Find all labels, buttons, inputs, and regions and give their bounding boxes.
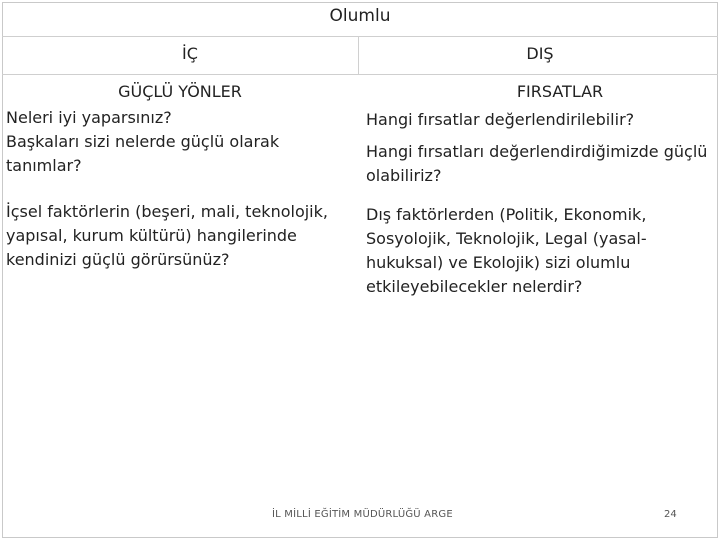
opportunities-question-2b: olabiliriz? (366, 166, 442, 185)
opportunities-question-2 (366, 140, 716, 188)
strengths-factors-line-3: kendinizi güçlü görürsünüz? (6, 250, 230, 269)
strengths-question-2b: tanımlar? (6, 156, 82, 175)
strengths-question-1: Neleri iyi yaparsınız? (6, 108, 172, 127)
opportunities-question-1: Hangi fırsatlar değerlendirilebilir? (366, 110, 635, 129)
strengths-factors-line-1: İçsel faktörlerin (beşeri, mali, teknolojik, (6, 202, 328, 221)
strengths-heading: GÜÇLÜ YÖNLER (118, 82, 242, 101)
opportunities-factors-line-3: hukuksal) ve Ekolojik) sizi olumlu (366, 253, 631, 272)
header-divider (2, 74, 718, 75)
page-number: 24 (664, 509, 677, 520)
strengths-question-2a: Başkaları sizi nelerde güçlü olarak (6, 132, 280, 151)
title-divider (2, 36, 718, 37)
header-external: DIŞ (526, 44, 554, 63)
header-column-divider (358, 36, 359, 74)
opportunities-factors (366, 203, 716, 299)
strengths-factors (6, 200, 351, 272)
opportunities-question-2a: Hangi fırsatları değerlendirdiğimizde güçlü (366, 142, 708, 161)
strengths-questions (6, 106, 351, 178)
opportunities-factors-line-2: Sosyolojik, Teknolojik, Legal (yasal- (366, 229, 647, 248)
footer-organization: İL MİLLİ EĞİTİM MÜDÜRLÜĞÜ ARGE (272, 509, 453, 520)
header-internal: İÇ (182, 44, 198, 63)
opportunities-factors-line-4: etkileyebilecekler nelerdir? (366, 277, 583, 296)
table-title: Olumlu (329, 6, 391, 26)
strengths-factors-line-2: yapısal, kurum kültürü) hangilerinde (6, 226, 297, 245)
opportunities-factors-line-1: Dış faktörlerden (Politik, Ekonomik, (366, 205, 647, 224)
opportunities-heading: FIRSATLAR (516, 82, 604, 101)
